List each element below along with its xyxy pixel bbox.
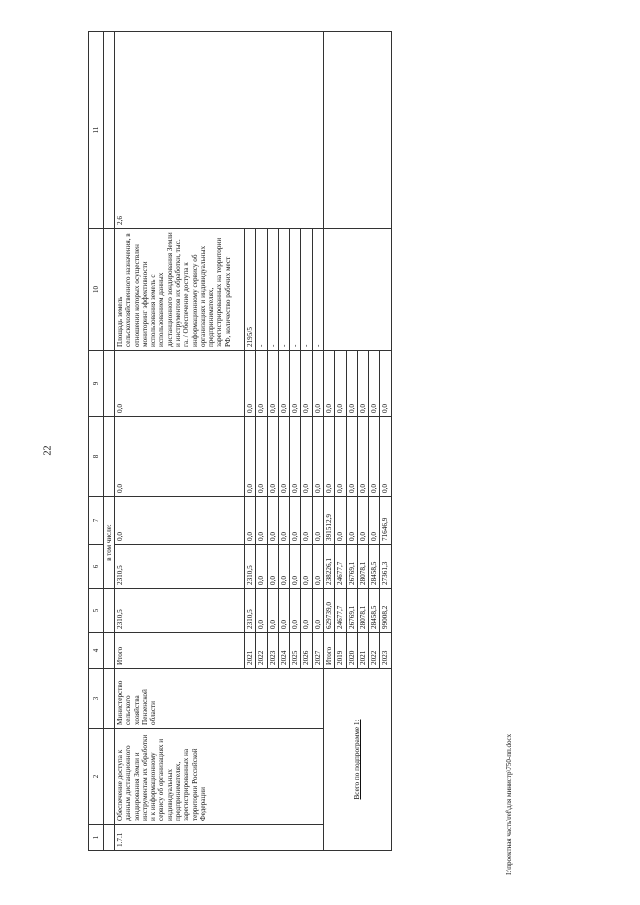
value: 0,0 (312, 351, 323, 417)
col-num: 10 (89, 229, 104, 351)
value: 0,0 (335, 497, 346, 545)
total-value: 0,0 (115, 417, 245, 497)
indicator-value: - (312, 229, 323, 351)
indicator-value: - (301, 229, 312, 351)
indicator-value: - (278, 229, 289, 351)
value: 0,0 (256, 545, 267, 589)
value: 0,0 (312, 417, 323, 497)
value: 2310,5 (245, 545, 256, 589)
total-value: 2310,5 (115, 589, 245, 633)
col-num: 3 (89, 669, 104, 729)
year: 2021 (357, 633, 368, 669)
value: 26769,1 (346, 545, 357, 589)
value: 0,0 (267, 545, 278, 589)
col-num: 6 (89, 545, 104, 589)
total-value: 0,0 (115, 351, 245, 417)
value: 0,0 (267, 417, 278, 497)
year: 2027 (312, 633, 323, 669)
value: 0,0 (346, 351, 357, 417)
page-number: 22 (42, 445, 54, 456)
value: 26769,1 (346, 589, 357, 633)
value: 28078,1 (357, 589, 368, 633)
value: 0,0 (290, 497, 301, 545)
value: 24677,7 (335, 589, 346, 633)
indicator-value: - (256, 229, 267, 351)
measure-total-row (115, 32, 245, 851)
subheader-in-that-number: в том числе: (104, 497, 115, 589)
year: 2020 (346, 633, 357, 669)
value: 0,0 (301, 351, 312, 417)
value: 71646,9 (380, 497, 391, 545)
year: 2025 (290, 633, 301, 669)
value: 27361,3 (380, 545, 391, 589)
value: 0,0 (335, 351, 346, 417)
value: 28458,5 (369, 589, 380, 633)
value: 0,0 (357, 351, 368, 417)
year: 2024 (278, 633, 289, 669)
value: 0,0 (324, 351, 335, 417)
value: 99008,2 (380, 589, 391, 633)
value: 0,0 (369, 351, 380, 417)
value: 0,0 (312, 497, 323, 545)
value: 0,0 (312, 589, 323, 633)
value: 24677,7 (335, 545, 346, 589)
year: 2022 (256, 633, 267, 669)
col-num: 7 (89, 497, 104, 545)
value: 629739,0 (324, 589, 335, 633)
value: 0,0 (380, 351, 391, 417)
value: 0,0 (267, 497, 278, 545)
value: 0,0 (256, 589, 267, 633)
value: 0,0 (301, 589, 312, 633)
value: 0,0 (301, 545, 312, 589)
subtotal-total-label: Итого (324, 633, 335, 669)
year: 2022 (369, 633, 380, 669)
value: 0,0 (278, 351, 289, 417)
rotated-table-sheet (88, 32, 508, 851)
footer-file-path: I:\проектная часть\ref\для министр\750-пп.docx (505, 733, 513, 875)
col-num: 4 (89, 633, 104, 669)
value: 0,0 (290, 417, 301, 497)
value: 0,0 (267, 589, 278, 633)
value: 0,0 (290, 351, 301, 417)
indicator-value: - (290, 229, 301, 351)
col-num: 8 (89, 417, 104, 497)
value: 0,0 (301, 497, 312, 545)
value: 0,0 (290, 589, 301, 633)
value: 0,0 (245, 351, 256, 417)
subheader-row (104, 32, 115, 851)
measure-code: 1.7.1 (115, 825, 324, 851)
value: 0,0 (256, 417, 267, 497)
col-num: 5 (89, 589, 104, 633)
value: 0,0 (278, 497, 289, 545)
value: 0,0 (380, 417, 391, 497)
value: 0,0 (256, 497, 267, 545)
value: 238226,1 (324, 545, 335, 589)
measure-executor: Министерство сельского хозяйства Пензенской области (115, 669, 324, 729)
value: 0,0 (245, 417, 256, 497)
year: 2026 (301, 633, 312, 669)
year: 2019 (335, 633, 346, 669)
subtotal-total-row (324, 32, 335, 851)
value: 0,0 (346, 417, 357, 497)
value: 0,0 (369, 497, 380, 545)
value: 0,0 (369, 417, 380, 497)
value: 0,0 (312, 545, 323, 589)
target-value: 2,6 (115, 32, 324, 229)
value: 2310,5 (245, 589, 256, 633)
value: 0,0 (290, 545, 301, 589)
value: 0,0 (335, 417, 346, 497)
column-number-row (89, 32, 104, 851)
value: 0,0 (346, 497, 357, 545)
value: 0,0 (278, 589, 289, 633)
value: 0,0 (278, 545, 289, 589)
value: 0,0 (256, 351, 267, 417)
total-value: 2310,5 (115, 545, 245, 589)
indicator-value: - (267, 229, 278, 351)
col-num: 9 (89, 351, 104, 417)
value: 28458,5 (369, 545, 380, 589)
value: 0,0 (357, 417, 368, 497)
value: 0,0 (357, 497, 368, 545)
col-num: 1 (89, 825, 104, 851)
value: 0,0 (301, 417, 312, 497)
indicator-text: Площадь земель сельскохозяйственного назначения, в отношении которых осуществлен мониторинг эффективности использования земель с использованием данных дистанционного зондирования Земли и инструментов их обработки, тыс. га. / Обеспечение доступа к информационному сервису об организациях и индивидуальных предпринимателях, зарегистрированных на территории РФ, количество рабочих мест (115, 229, 245, 351)
value: 28078,1 (357, 545, 368, 589)
total-label: Итого (115, 633, 245, 669)
measure-name: Обеспечение доступа к данным дистанционного зондирования Земли и инструментам их обработки и к информационному сервису об организациях и индивидуальных предпринимателях, зарегистрированных на территории Российской Федерации (115, 729, 324, 825)
value: 0,0 (267, 351, 278, 417)
subtotal-label: Всего по подпрограмме 1: (353, 719, 362, 800)
col-num: 2 (89, 729, 104, 825)
budget-table (88, 31, 392, 851)
total-value: 0,0 (115, 497, 245, 545)
year: 2023 (380, 633, 391, 669)
value: 391512,9 (324, 497, 335, 545)
value: 0,0 (278, 417, 289, 497)
year: 2023 (267, 633, 278, 669)
value: 0,0 (245, 497, 256, 545)
value: 0,0 (324, 417, 335, 497)
year: 2021 (245, 633, 256, 669)
indicator-value: 2195/5 (245, 229, 256, 351)
col-num: 11 (89, 32, 104, 229)
